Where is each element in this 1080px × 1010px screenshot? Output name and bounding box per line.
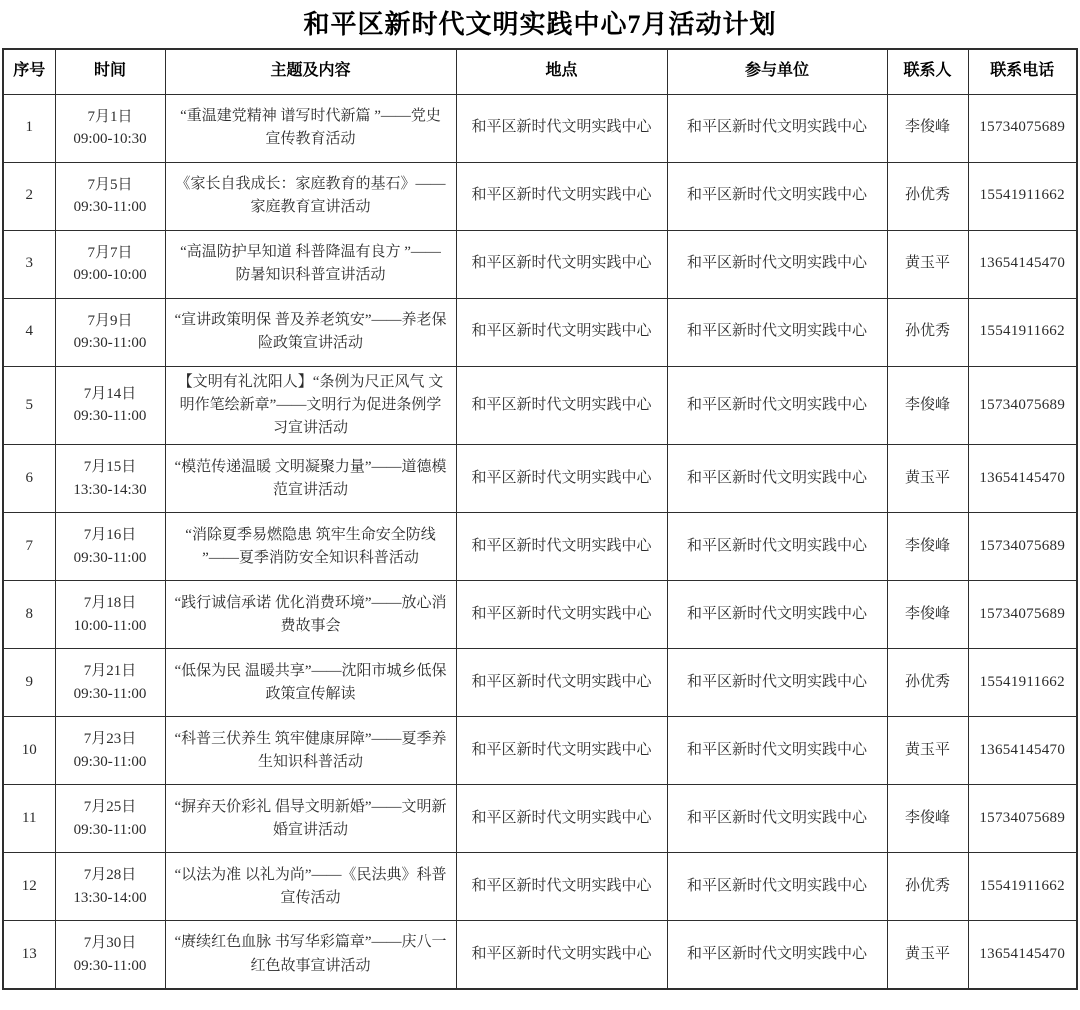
- header-row: [3, 49, 1077, 94]
- time-range-text: 13:30-14:30: [73, 481, 147, 498]
- cell-theme-content: “以法为准 以礼为尚”——《民法典》科普宣传活动: [165, 853, 456, 921]
- cell-contact-person: 李俊峰: [887, 94, 968, 162]
- time-range-text: 09:00-10:00: [73, 267, 147, 283]
- cell-contact-phone: 15541911662: [968, 162, 1077, 230]
- cell-date-time: [55, 785, 165, 853]
- cell-participating-unit: 和平区新时代文明实践中心: [667, 94, 887, 162]
- cell-theme-content: “低保为民 温暖共享”——沈阳市城乡低保政策宣传解读: [165, 649, 456, 717]
- cell-participating-unit: 和平区新时代文明实践中心: [667, 581, 887, 649]
- cell-date-time: [55, 853, 165, 921]
- cell-location: 和平区新时代文明实践中心: [456, 649, 667, 717]
- cell-serial-number: 12: [3, 853, 55, 921]
- cell-contact-phone: 15541911662: [968, 853, 1077, 921]
- cell-serial-number: 9: [3, 649, 55, 717]
- cell-location: 和平区新时代文明实践中心: [456, 298, 667, 366]
- cell-serial-number: 4: [3, 298, 55, 366]
- cell-theme-content: 《家长自我成长：家庭教育的基石》——家庭教育宣讲活动: [165, 162, 456, 230]
- time-range-text: 09:00-10:30: [73, 131, 147, 147]
- cell-location: 和平区新时代文明实践中心: [456, 445, 667, 513]
- cell-location: 和平区新时代文明实践中心: [456, 230, 667, 298]
- table-row: [3, 581, 1077, 649]
- column-header-location: 地点: [456, 49, 667, 94]
- cell-contact-person: 黄玉平: [887, 921, 968, 989]
- cell-date-time: [55, 366, 165, 445]
- time-range-text: 09:30-11:00: [73, 685, 147, 702]
- cell-date-time: [55, 162, 165, 230]
- table-row: [3, 785, 1077, 853]
- time-range-text: 09:30-11:00: [73, 549, 147, 566]
- cell-contact-person: 孙优秀: [887, 298, 968, 366]
- cell-serial-number: 11: [3, 785, 55, 853]
- date-text: 7月14日: [83, 385, 137, 402]
- time-range-text: 09:30-11:00: [73, 821, 147, 838]
- cell-location: 和平区新时代文明实践中心: [456, 785, 667, 853]
- column-header-phone: 联系电话: [968, 49, 1077, 94]
- cell-contact-person: 李俊峰: [887, 366, 968, 445]
- table-row: [3, 717, 1077, 785]
- cell-contact-phone: 15541911662: [968, 649, 1077, 717]
- date-text: 7月5日: [87, 176, 133, 193]
- table-row: [3, 298, 1077, 366]
- cell-contact-phone: 15734075689: [968, 581, 1077, 649]
- cell-contact-person: 李俊峰: [887, 581, 968, 649]
- cell-participating-unit: 和平区新时代文明实践中心: [667, 230, 887, 298]
- cell-theme-content: “消除夏季易燃隐患 筑牢生命安全防线 ”——夏季消防安全知识科普活动: [165, 513, 456, 581]
- cell-contact-person: 孙优秀: [887, 853, 968, 921]
- column-header-unit: 参与单位: [667, 49, 887, 94]
- cell-contact-person: 黄玉平: [887, 230, 968, 298]
- table-row: [3, 445, 1077, 513]
- cell-serial-number: 7: [3, 513, 55, 581]
- cell-serial-number: 8: [3, 581, 55, 649]
- cell-serial-number: 5: [3, 366, 55, 445]
- date-text: 7月16日: [83, 527, 137, 544]
- cell-contact-person: 孙优秀: [887, 162, 968, 230]
- cell-contact-phone: 13654145470: [968, 717, 1077, 785]
- column-header-time: 时间: [55, 49, 165, 94]
- table-row: [3, 162, 1077, 230]
- cell-participating-unit: 和平区新时代文明实践中心: [667, 921, 887, 989]
- cell-location: 和平区新时代文明实践中心: [456, 94, 667, 162]
- table-row: [3, 853, 1077, 921]
- cell-theme-content: “践行诚信承诺 优化消费环境”——放心消费故事会: [165, 581, 456, 649]
- cell-theme-content: “模范传递温暖 文明凝聚力量”——道德模范宣讲活动: [165, 445, 456, 513]
- cell-participating-unit: 和平区新时代文明实践中心: [667, 513, 887, 581]
- cell-theme-content: “重温建党精神 谱写时代新篇 ”——党史宣传教育活动: [165, 94, 456, 162]
- cell-contact-phone: 15734075689: [968, 94, 1077, 162]
- cell-contact-phone: 15734075689: [968, 513, 1077, 581]
- cell-participating-unit: 和平区新时代文明实践中心: [667, 717, 887, 785]
- table-row: [3, 366, 1077, 445]
- cell-location: 和平区新时代文明实践中心: [456, 717, 667, 785]
- cell-contact-phone: 15734075689: [968, 366, 1077, 445]
- cell-participating-unit: 和平区新时代文明实践中心: [667, 298, 887, 366]
- table-row: [3, 649, 1077, 717]
- cell-serial-number: 3: [3, 230, 55, 298]
- cell-theme-content: “高温防护早知道 科普降温有良方 ”——防暑知识科普宣讲活动: [165, 230, 456, 298]
- cell-participating-unit: 和平区新时代文明实践中心: [667, 162, 887, 230]
- cell-date-time: [55, 717, 165, 785]
- table-row: [3, 230, 1077, 298]
- cell-date-time: [55, 298, 165, 366]
- cell-date-time: [55, 445, 165, 513]
- date-text: 7月30日: [83, 935, 137, 951]
- cell-contact-phone: 13654145470: [968, 921, 1077, 989]
- cell-date-time: [55, 513, 165, 581]
- column-header-theme: 主题及内容: [165, 49, 456, 94]
- date-text: 7月23日: [83, 731, 137, 748]
- time-range-text: 13:30-14:00: [73, 889, 147, 906]
- cell-serial-number: 13: [3, 921, 55, 989]
- time-range-text: 09:30-11:00: [73, 408, 147, 425]
- cell-theme-content: “宣讲政策明保 普及养老筑安”——养老保险政策宣讲活动: [165, 298, 456, 366]
- table-row: [3, 513, 1077, 581]
- date-text: 7月21日: [83, 663, 137, 680]
- cell-date-time: [55, 94, 165, 162]
- time-range-text: 09:30-11:00: [73, 335, 147, 351]
- time-range-text: 09:30-11:00: [73, 199, 147, 215]
- cell-contact-person: 黄玉平: [887, 717, 968, 785]
- cell-location: 和平区新时代文明实践中心: [456, 366, 667, 445]
- activity-schedule-table: [2, 48, 1078, 990]
- date-text: 7月25日: [83, 799, 137, 816]
- table-body: [3, 94, 1077, 989]
- cell-location: 和平区新时代文明实践中心: [456, 921, 667, 989]
- cell-location: 和平区新时代文明实践中心: [456, 162, 667, 230]
- cell-participating-unit: 和平区新时代文明实践中心: [667, 366, 887, 445]
- time-range-text: 09:30-11:00: [73, 957, 147, 974]
- cell-participating-unit: 和平区新时代文明实践中心: [667, 853, 887, 921]
- column-header-contact: 联系人: [887, 49, 968, 94]
- cell-theme-content: “科普三伏养生 筑牢健康屏障”——夏季养生知识科普活动: [165, 717, 456, 785]
- date-text: 7月28日: [83, 867, 137, 884]
- cell-participating-unit: 和平区新时代文明实践中心: [667, 649, 887, 717]
- cell-contact-person: 黄玉平: [887, 445, 968, 513]
- cell-theme-content: “摒弃天价彩礼 倡导文明新婚”——文明新婚宣讲活动: [165, 785, 456, 853]
- cell-theme-content: “赓续红色血脉 书写华彩篇章”——庆八一红色故事宣讲活动: [165, 921, 456, 989]
- cell-location: 和平区新时代文明实践中心: [456, 513, 667, 581]
- date-text: 7月7日: [87, 244, 133, 261]
- cell-contact-phone: 15541911662: [968, 298, 1077, 366]
- cell-serial-number: 6: [3, 445, 55, 513]
- page-title: 和平区新时代文明实践中心7月活动计划: [303, 10, 777, 39]
- date-text: 7月1日: [87, 108, 133, 125]
- time-range-text: 10:00-11:00: [73, 617, 147, 634]
- cell-date-time: [55, 230, 165, 298]
- cell-theme-content: 【文明有礼沈阳人】“条例为尺正风气 文明作笔绘新章”——文明行为促进条例学习宣讲活动: [165, 366, 456, 445]
- cell-contact-phone: 13654145470: [968, 445, 1077, 513]
- cell-contact-phone: 15734075689: [968, 785, 1077, 853]
- cell-location: 和平区新时代文明实践中心: [456, 853, 667, 921]
- date-text: 7月18日: [83, 595, 137, 612]
- cell-date-time: [55, 581, 165, 649]
- cell-location: 和平区新时代文明实践中心: [456, 581, 667, 649]
- table-row: [3, 921, 1077, 989]
- date-text: 7月9日: [87, 312, 133, 329]
- time-range-text: 09:30-11:00: [73, 753, 147, 770]
- cell-date-time: [55, 649, 165, 717]
- cell-contact-phone: 13654145470: [968, 230, 1077, 298]
- table-row: [3, 94, 1077, 162]
- cell-contact-person: 李俊峰: [887, 785, 968, 853]
- cell-contact-person: 李俊峰: [887, 513, 968, 581]
- date-text: 7月15日: [83, 459, 137, 476]
- cell-serial-number: 10: [3, 717, 55, 785]
- column-header-no: 序号: [3, 49, 55, 94]
- cell-participating-unit: 和平区新时代文明实践中心: [667, 785, 887, 853]
- cell-participating-unit: 和平区新时代文明实践中心: [667, 445, 887, 513]
- cell-serial-number: 1: [3, 94, 55, 162]
- cell-contact-person: 孙优秀: [887, 649, 968, 717]
- cell-serial-number: 2: [3, 162, 55, 230]
- cell-date-time: [55, 921, 165, 989]
